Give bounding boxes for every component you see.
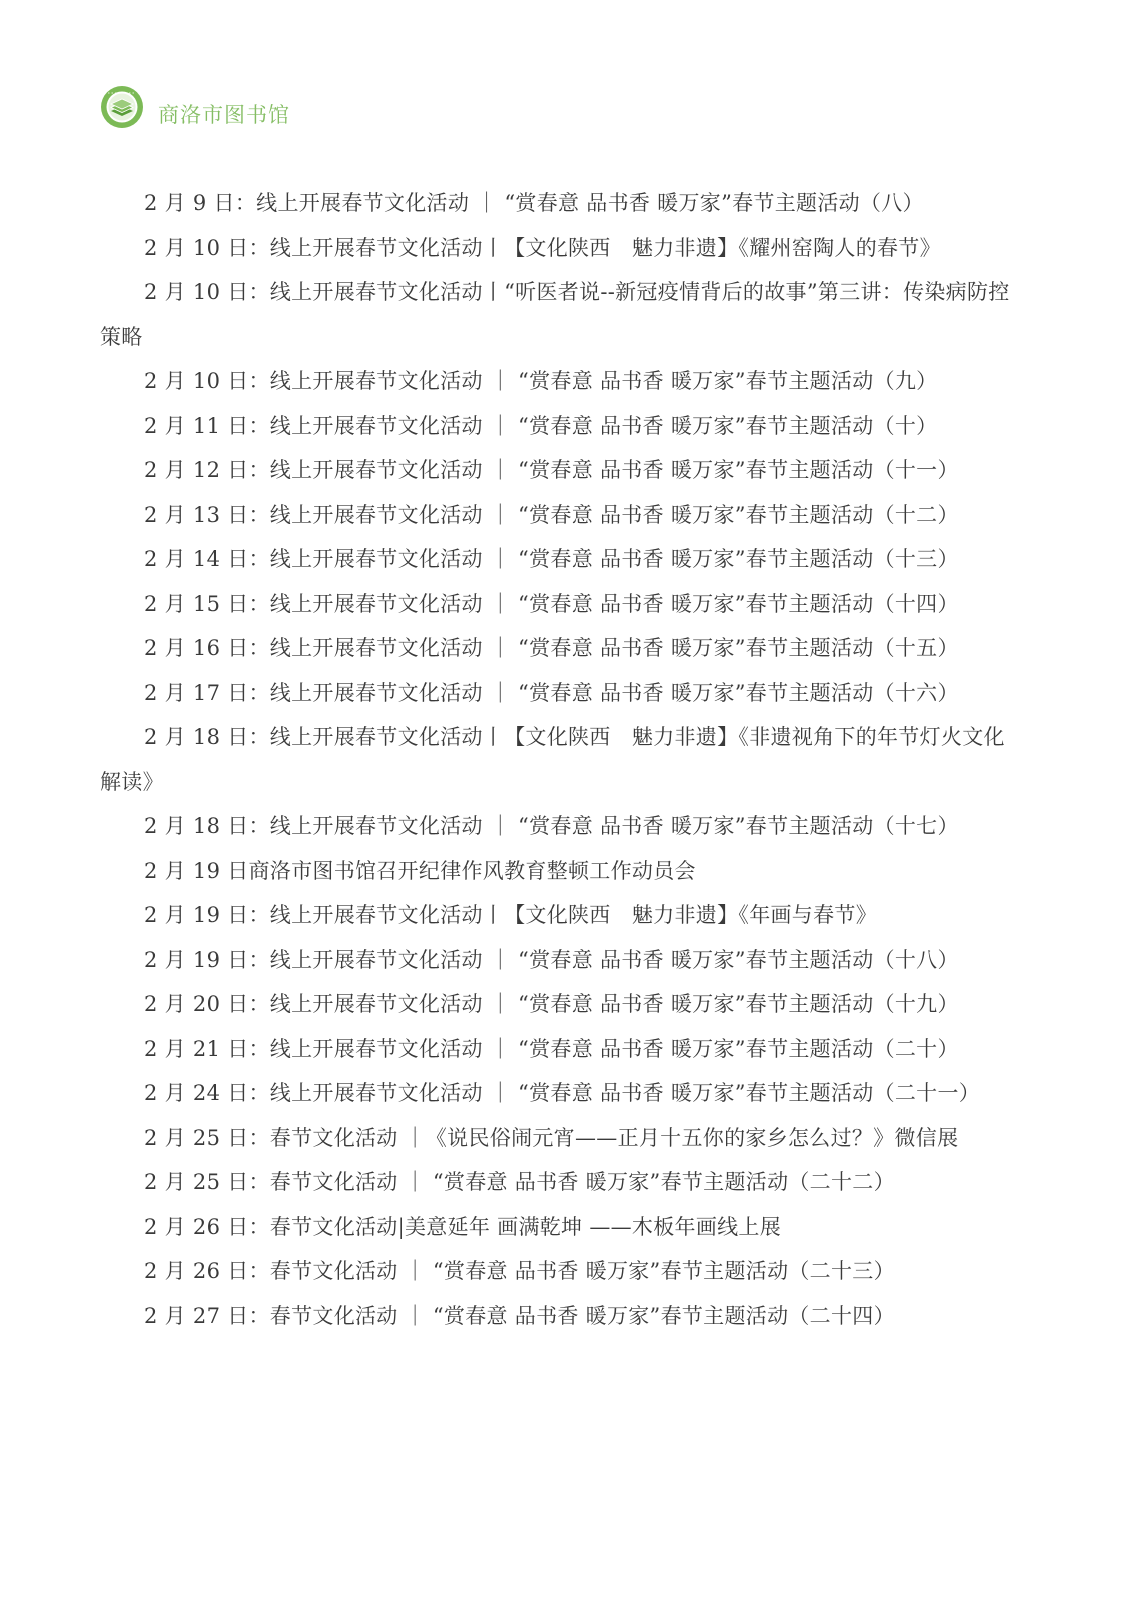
list-item: 2 月 20 日：线上开展春节文化活动 ｜ “赏春意 品书香 暖万家”春节主题活动（十九） xyxy=(144,992,959,1016)
list-item: 2 月 10 日：线上开展春节文化活动丨“听医者说--新冠疫情背后的故事”第三讲：传染病防控策略 xyxy=(100,280,1010,349)
list-item: 2 月 26 日：春节文化活动 ｜ “赏春意 品书香 暖万家”春节主题活动（二十三） xyxy=(144,1259,895,1283)
document-body xyxy=(100,181,1020,1338)
list-item: 2 月 24 日：线上开展春节文化活动 ｜ “赏春意 品书香 暖万家”春节主题活动（二十一） xyxy=(144,1081,981,1105)
list-item: 2 月 16 日：线上开展春节文化活动 ｜ “赏春意 品书香 暖万家”春节主题活动（十五） xyxy=(144,636,959,660)
library-logo-icon xyxy=(100,85,144,129)
list-item: 2 月 21 日：线上开展春节文化活动 ｜ “赏春意 品书香 暖万家”春节主题活动（二十） xyxy=(144,1036,959,1061)
list-item: 2 月 14 日：线上开展春节文化活动 ｜ “赏春意 品书香 暖万家”春节主题活动（十三） xyxy=(144,547,959,571)
list-item: 2 月 11 日：线上开展春节文化活动 ｜ “赏春意 品书香 暖万家”春节主题活动（十） xyxy=(144,413,938,438)
list-item: 2 月 10 日：线上开展春节文化活动丨【文化陕西 魅力非遗】《耀州窑陶人的春节》 xyxy=(144,235,941,260)
list-item: 2 月 9 日：线上开展春节文化活动 ｜ “赏春意 品书香 暖万家”春节主题活动（八） xyxy=(144,191,924,215)
library-name: 商洛市图书馆 xyxy=(158,103,290,127)
list-item: 2 月 27 日：春节文化活动 ｜ “赏春意 品书香 暖万家”春节主题活动（二十四） xyxy=(144,1303,895,1328)
list-item: 2 月 17 日：线上开展春节文化活动 ｜ “赏春意 品书香 暖万家”春节主题活动（十六） xyxy=(144,680,959,705)
list-item: 2 月 26 日：春节文化活动|美意延年 画满乾坤 ——木板年画线上展 xyxy=(144,1214,782,1239)
list-item: 2 月 18 日：线上开展春节文化活动丨【文化陕西 魅力非遗】《非遗视角下的年节灯火文化解读》 xyxy=(100,725,1005,794)
list-item: 2 月 12 日：线上开展春节文化活动 ｜ “赏春意 品书香 暖万家”春节主题活动（十一） xyxy=(144,458,959,482)
list-item: 2 月 10 日：线上开展春节文化活动 ｜ “赏春意 品书香 暖万家”春节主题活动（九） xyxy=(144,369,938,393)
list-item: 2 月 19 日：线上开展春节文化活动 ｜ “赏春意 品书香 暖万家”春节主题活动（十八） xyxy=(144,947,959,972)
list-item: 2 月 15 日：线上开展春节文化活动 ｜ “赏春意 品书香 暖万家”春节主题活动（十四） xyxy=(144,591,959,616)
list-item: 2 月 25 日：春节文化活动 ｜ “赏春意 品书香 暖万家”春节主题活动（二十二） xyxy=(144,1170,895,1194)
list-item: 2 月 18 日：线上开展春节文化活动 ｜ “赏春意 品书香 暖万家”春节主题活动（十七） xyxy=(144,814,959,838)
list-item: 2 月 25 日：春节文化活动 ｜《说民俗闹元宵——正月十五你的家乡怎么过？》微信展 xyxy=(144,1125,959,1150)
list-item: 2 月 19 日商洛市图书馆召开纪律作风教育整顿工作动员会 xyxy=(144,858,696,883)
list-item: 2 月 19 日：线上开展春节文化活动丨【文化陕西 魅力非遗】《年画与春节》 xyxy=(144,903,878,927)
page-header xyxy=(100,84,290,130)
list-item: 2 月 13 日：线上开展春节文化活动 ｜ “赏春意 品书香 暖万家”春节主题活动（十二） xyxy=(144,502,959,527)
